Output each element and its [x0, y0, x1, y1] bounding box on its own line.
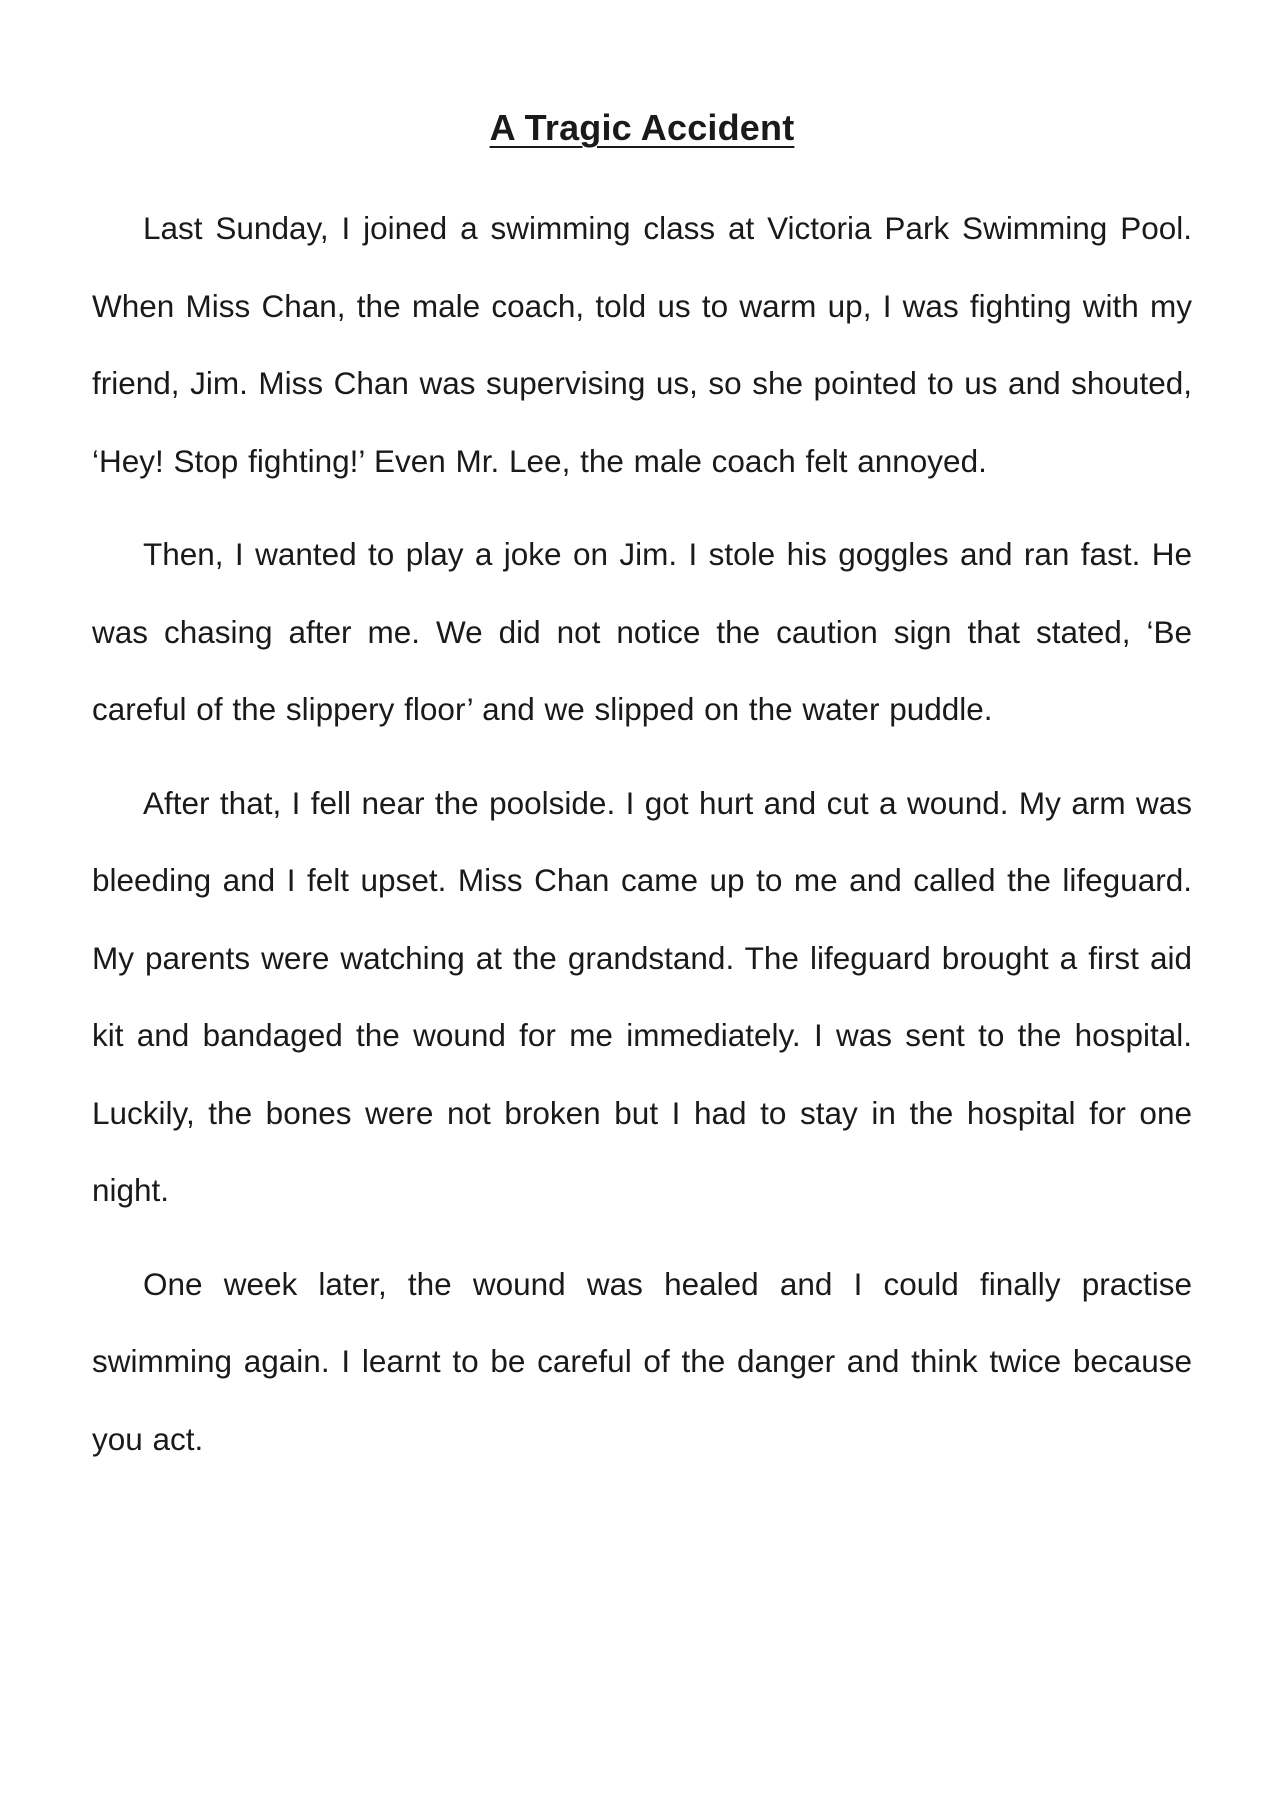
- paragraph-1: Last Sunday, I joined a swimming class at Victoria Park Swimming Pool. When Miss Chan, the male coach, told us to warm up, I was fighting with my friend, Jim. Miss Chan was supervising us, so she pointed to us and shouted, ‘Hey! Stop fighting!’ Even Mr. Lee, the male coach felt annoyed.: [92, 210, 1192, 479]
- document-title: A Tragic Accident: [489, 107, 795, 148]
- paragraph-2: Then, I wanted to play a joke on Jim. I stole his goggles and ran fast. He was chasing after me. We did not notice the caution sign that stated, ‘Be careful of the slippery floor’ and we slipped on the water puddle.: [92, 536, 1192, 727]
- paragraph-3: After that, I fell near the poolside. I got hurt and cut a wound. My arm was bleeding and I felt upset. Miss Chan came up to me and called the lifeguard. My parents were watching at the grandstand. The lifeguard brought a first aid kit and bandaged the wound for me immediately. I was sent to the hospital. Luckily, the bones were not broken but I had to stay in the hospital for one night.: [92, 784, 1192, 1208]
- paragraph-4: One week later, the wound was healed and I could finally practise swimming again. I learnt to be careful of the danger and think twice because you act.: [92, 1265, 1192, 1457]
